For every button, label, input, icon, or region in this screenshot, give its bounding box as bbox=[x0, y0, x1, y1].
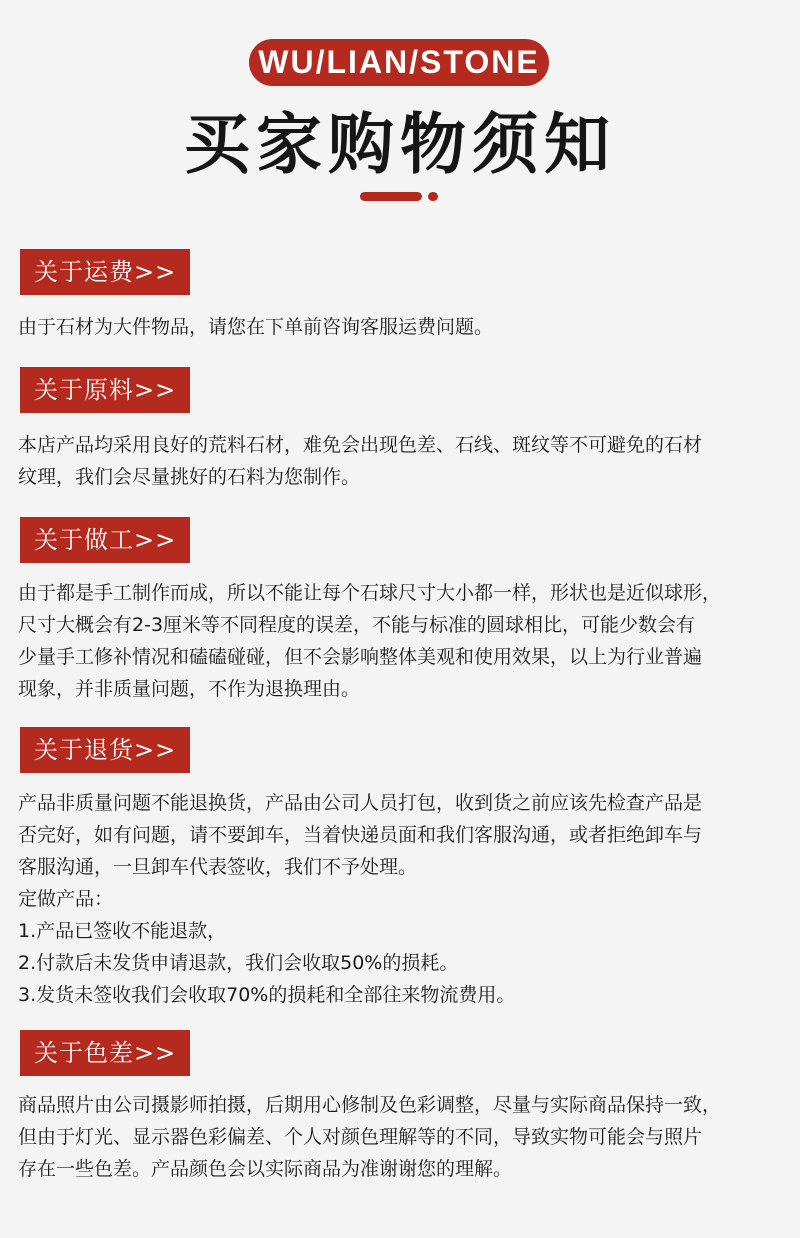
section-body-color-difference bbox=[18, 1089, 788, 1185]
body-line: 纹理，我们会尽量挑好的石料为您制作。 bbox=[18, 466, 361, 488]
section-tag-returns: 关于退货>> bbox=[20, 727, 190, 773]
body-line: 否完好，如有问题，请不要卸车，当着快递员面和我们客服沟通，或者拒绝卸车与 bbox=[18, 824, 703, 846]
brand-badge: WU/LIAN/STONE bbox=[249, 39, 549, 86]
section-body-craft bbox=[18, 577, 788, 705]
body-line: 客服沟通，一旦卸车代表签收，我们不予处理。 bbox=[18, 856, 418, 878]
section-tag-craft: 关于做工>> bbox=[20, 517, 190, 563]
body-line: 3.发货未签收我们会收取70%的损耗和全部往来物流费用。 bbox=[18, 984, 516, 1006]
section-tag-material: 关于原料>> bbox=[20, 367, 190, 413]
body-line: 由于石材为大件物品，请您在下单前咨询客服运费问题。 bbox=[18, 316, 494, 338]
body-line: 2.付款后未发货申请退款，我们会收取50%的损耗。 bbox=[18, 952, 459, 974]
body-line: 存在一些色差。产品颜色会以实际商品为准谢谢您的理解。 bbox=[18, 1158, 513, 1180]
title-dot bbox=[428, 192, 438, 201]
section-body-shipping bbox=[18, 311, 788, 343]
section-tag-shipping: 关于运费>> bbox=[20, 249, 190, 295]
body-line: 尺寸大概会有2-3厘米等不同程度的误差，不能与标准的圆球相比，可能少数会有 bbox=[18, 614, 696, 636]
body-line: 产品非质量问题不能退换货，产品由公司人员打包，收到货之前应该先检查产品是 bbox=[18, 792, 703, 814]
body-line: 1.产品已签收不能退款， bbox=[18, 920, 227, 942]
body-line: 定做产品： bbox=[18, 888, 114, 910]
title-underline bbox=[360, 192, 422, 201]
body-line: 商品照片由公司摄影师拍摄，后期用心修制及色彩调整，尽量与实际商品保持一致， bbox=[18, 1094, 722, 1116]
body-line: 少量手工修补情况和磕磕碰碰，但不会影响整体美观和使用效果，以上为行业普遍 bbox=[18, 646, 703, 668]
section-body-material bbox=[18, 429, 788, 493]
body-line: 现象，并非质量问题，不作为退换理由。 bbox=[18, 678, 361, 700]
section-tag-color-difference: 关于色差>> bbox=[20, 1030, 190, 1076]
body-line: 但由于灯光、显示器色彩偏差、个人对颜色理解等的不同，导致实物可能会与照片 bbox=[18, 1126, 703, 1148]
body-line: 本店产品均采用良好的荒料石材，难免会出现色差、石线、斑纹等不可避免的石材 bbox=[18, 434, 703, 456]
page-title: 买家购物须知 bbox=[184, 105, 616, 183]
body-line: 由于都是手工制作而成，所以不能让每个石球尺寸大小都一样，形状也是近似球形， bbox=[18, 582, 722, 604]
section-body-returns bbox=[18, 787, 788, 1011]
